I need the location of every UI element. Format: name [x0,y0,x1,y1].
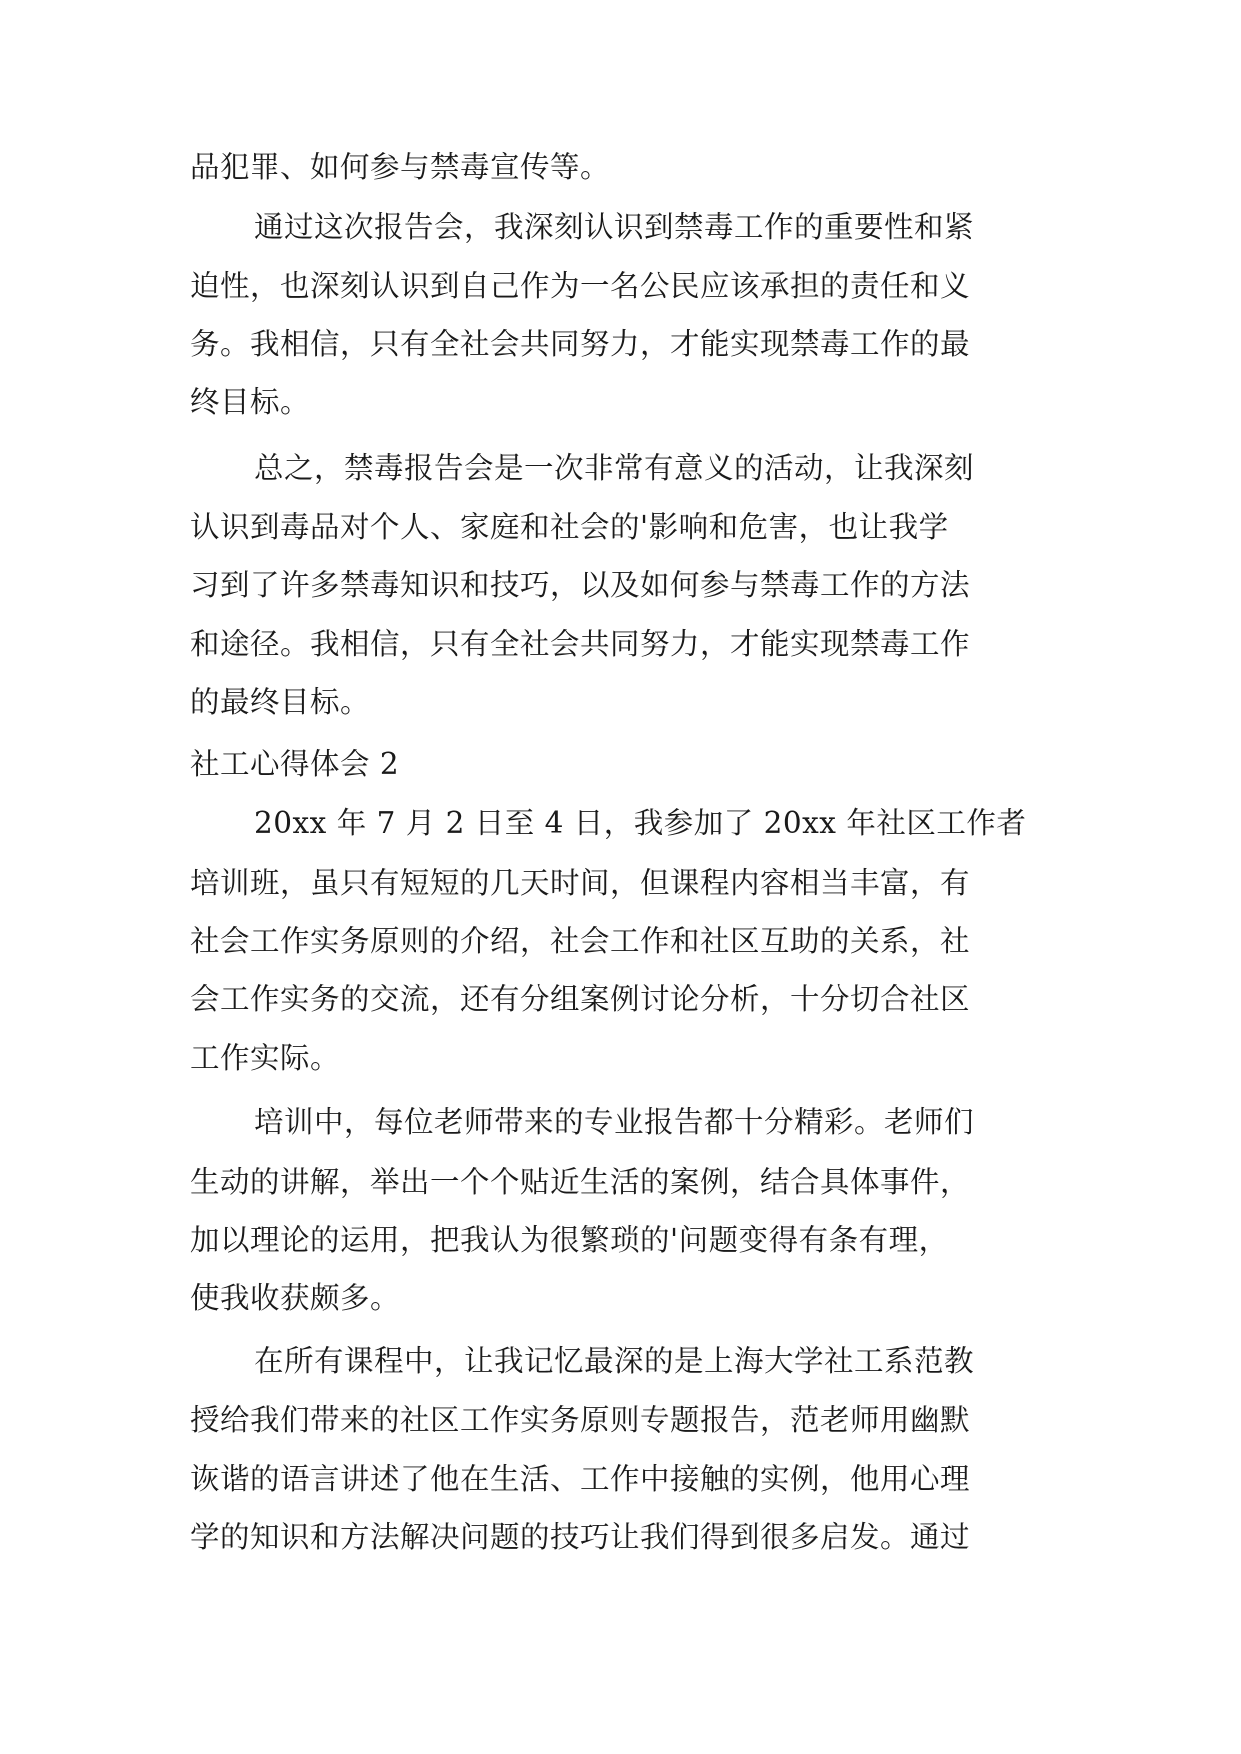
text-line: 务。我相信，只有全社会共同努力，才能实现禁毒工作的最 [190,327,971,361]
text-line: 的最终目标。 [190,685,371,719]
text-line: 培训班，虽只有短短的几天时间，但课程内容相当丰富，有 [190,866,971,900]
text-line: 诙谐的语言讲述了他在生活、工作中接触的实例，他用心理 [190,1462,971,1496]
paragraph-start-line: 总之，禁毒报告会是一次非常有意义的活动，让我深刻 [254,451,975,485]
text-line: 授给我们带来的社区工作实务原则专题报告，范老师用幽默 [190,1403,971,1437]
paragraph-start-line: 培训中，每位老师带来的专业报告都十分精彩。老师们 [254,1105,975,1139]
text-line: 生动的讲解，举出一个个贴近生活的案例，结合具体事件， [190,1165,971,1199]
text-line: 学的知识和方法解决问题的技巧让我们得到很多启发。通过 [190,1520,971,1554]
text-line: 使我收获颇多。 [190,1281,401,1315]
section-heading: 社工心得体会 2 [190,747,400,781]
text-line: 品犯罪、如何参与禁毒宣传等。 [190,150,611,184]
paragraph-start-line: 在所有课程中，让我记忆最深的是上海大学社工系范教 [254,1344,975,1378]
text-line: 和途径。我相信，只有全社会共同努力，才能实现禁毒工作 [190,627,971,661]
text-line: 加以理论的运用，把我认为很繁琐的'问题变得有条有理， [190,1223,949,1257]
text-line: 认识到毒品对个人、家庭和社会的'影响和危害，也让我学 [190,510,949,544]
text-line: 终目标。 [190,385,311,419]
text-line: 习到了许多禁毒知识和技巧，以及如何参与禁毒工作的方法 [190,568,971,602]
text-line: 工作实际。 [190,1041,341,1075]
text-line: 社会工作实务原则的介绍，社会工作和社区互助的关系，社 [190,924,971,958]
paragraph-start-line: 通过这次报告会，我深刻认识到禁毒工作的重要性和紧 [254,210,975,244]
text-line: 会工作实务的交流，还有分组案例讨论分析，十分切合社区 [190,982,971,1016]
paragraph-start-line: 20xx 年 7 月 2 日至 4 日，我参加了 20xx 年社区工作者 [254,806,1027,840]
text-line: 迫性，也深刻认识到自己作为一名公民应该承担的责任和义 [190,269,971,303]
